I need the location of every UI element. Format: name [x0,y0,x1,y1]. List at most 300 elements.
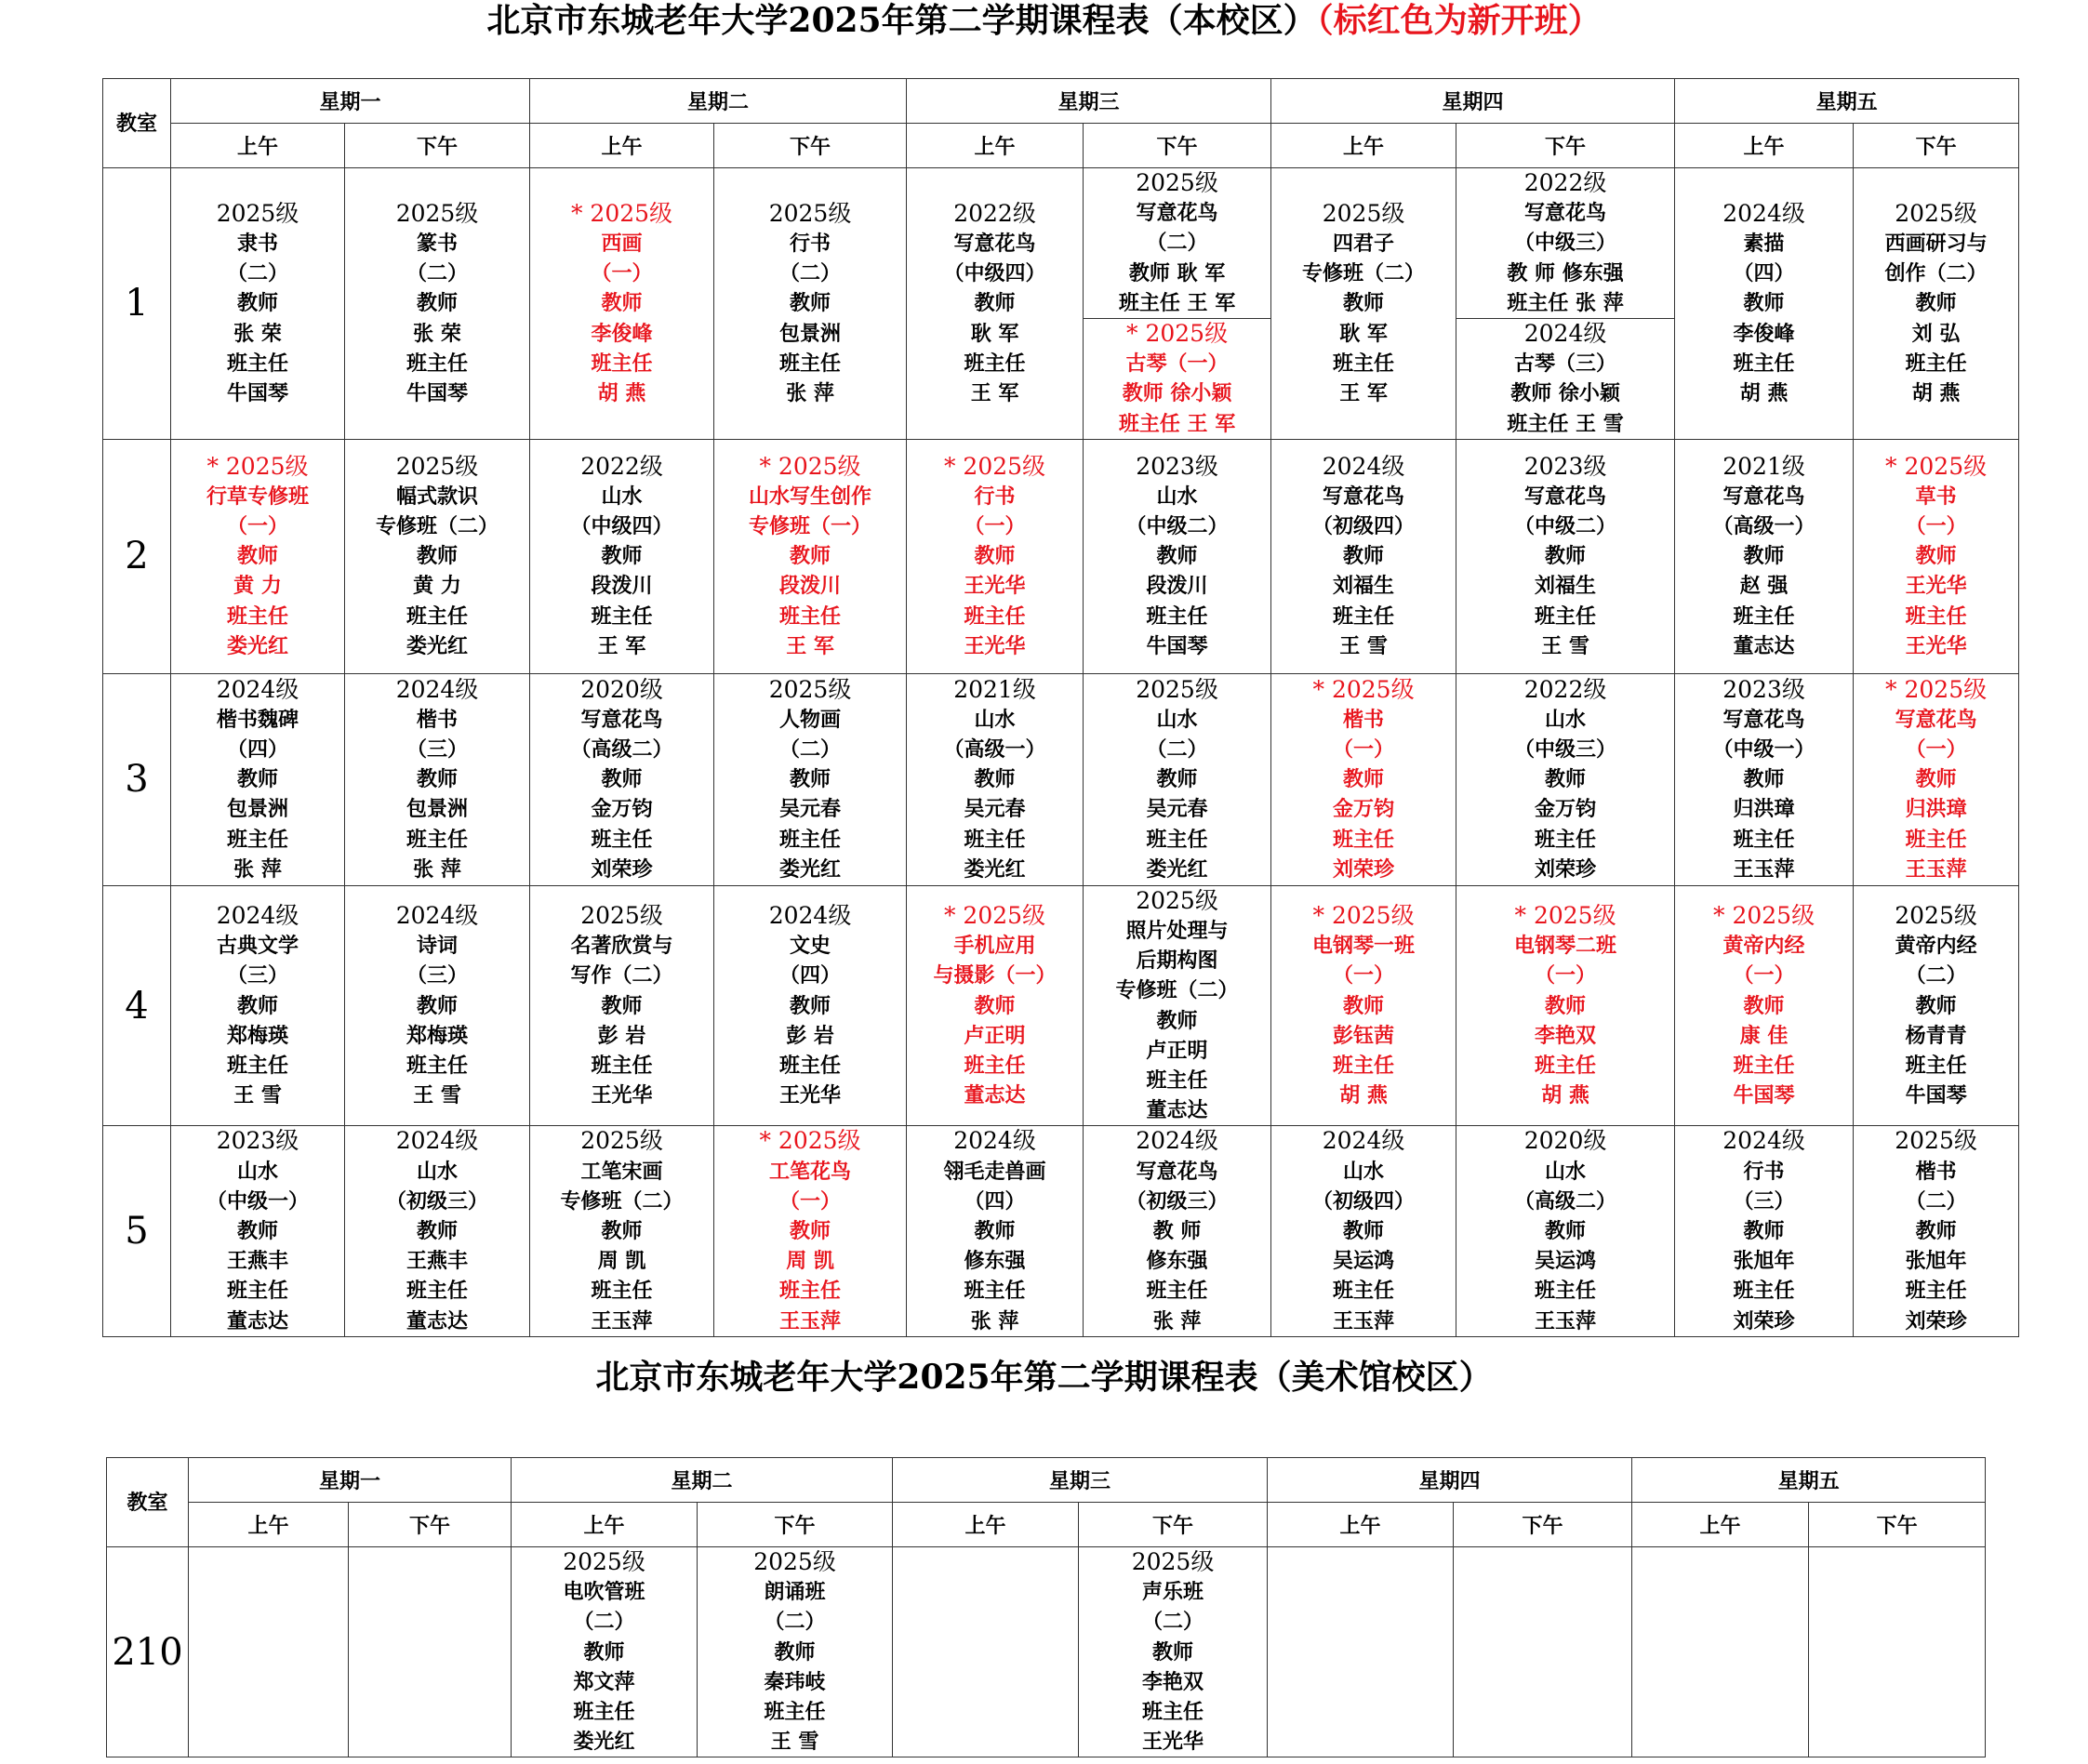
class-line: 教师 耿 军 [1128,260,1226,285]
room-row [107,1547,1986,1757]
class-line: 教师 [583,1639,625,1665]
class-grade: 2024级 [1136,1127,1218,1155]
class-line: 包景洲 [406,797,469,822]
morning-header: 上午 [1675,124,1854,168]
class-line: 写意花鸟 [1323,484,1405,509]
class-line: 山水 [1545,707,1587,732]
class-line: 山水 [236,1159,278,1184]
afternoon-header: 下午 [349,1503,512,1547]
class-line: 后期构图 [1136,948,1218,974]
class-line: 胡 燕 [1339,1083,1388,1108]
class-line: 张 萍 [970,1308,1019,1333]
class-block [1084,318,1270,439]
class-line: 班主任 [964,827,1026,852]
class-line: （一） [1535,963,1597,988]
class-line: 班主任 [779,351,842,376]
class-line: 王光华 [964,633,1026,658]
class-line: 刘 弘 [1911,321,1961,346]
class-line: 班主任 王 军 [1118,290,1236,315]
class-line: 黄帝内经 [1722,934,1805,959]
title-main: 北京市东城老年大学2025年第二学期课程表（本校区） [486,1,1317,40]
class-line: 王玉萍 [779,1308,842,1333]
class-line: 班主任 [406,1053,469,1078]
class-line: （二） [573,1610,635,1635]
class-line: 写意花鸟 [953,231,1036,256]
class-cell [1268,1547,1454,1757]
class-line: 班主任 [1733,603,1795,629]
class-line: 教师 [790,291,831,316]
class-line: 行书 [974,484,1016,509]
class-line: 秦玮岐 [764,1669,826,1694]
class-cell [1675,439,1854,673]
class-cell [907,885,1084,1126]
class-line: 诗词 [417,934,459,959]
class-line: 班主任 [1146,1279,1208,1304]
class-line: 王玉萍 [1535,1308,1597,1333]
class-line: 李俊峰 [1733,321,1795,346]
class-line: （二） [1142,1610,1204,1635]
class-line: 电吹管班 [563,1580,645,1605]
class-line: 张旭年 [1733,1249,1795,1274]
class-line: 张 萍 [1152,1308,1202,1333]
class-line: 周 凯 [786,1249,834,1274]
class-line: 李艳双 [1535,1023,1597,1048]
class-line: 班主任 [1535,603,1597,629]
class-line: 王 军 [597,633,646,658]
class-line: 卢正明 [1146,1038,1208,1063]
class-line: 教师 徐小颖 [1510,381,1620,406]
class-line: 刘荣珍 [1535,856,1597,882]
class-line: 朗诵班 [764,1580,826,1605]
class-line: 班主任 [1146,1068,1208,1094]
day-header: 星期四 [1271,79,1675,124]
class-line: 班主任 [406,603,469,629]
class-line: 班主任 [1535,1279,1597,1304]
day-header: 星期一 [171,79,530,124]
class-line: 教师 [1545,1219,1587,1244]
class-cell [530,885,714,1126]
class-line: 班主任 [1733,351,1795,376]
class-line: 胡 燕 [1911,380,1961,405]
room-row [103,439,2019,673]
class-line: 照片处理与 [1125,919,1229,944]
morning-header: 上午 [907,124,1084,168]
class-line: 写意花鸟 [1136,1159,1218,1184]
class-line: 刘福生 [1333,574,1395,599]
afternoon-header: 下午 [1079,1503,1268,1547]
class-line: 班主任 [1905,1279,1967,1304]
class-line: 娄光红 [226,633,288,658]
afternoon-header: 下午 [698,1503,893,1547]
morning-header: 上午 [1268,1503,1454,1547]
class-line: 草书 [1915,484,1957,509]
class-cell [714,673,907,885]
afternoon-header: 下午 [345,124,530,168]
class-cell [1454,1547,1632,1757]
class-line: 写意花鸟 [1524,201,1607,226]
class-line: 胡 燕 [1541,1083,1589,1108]
class-grade: 2025级 [1895,1127,1977,1155]
class-line: 专修班（二） [1115,978,1239,1003]
class-cell [1854,439,2019,673]
class-line: 班主任 [226,827,288,852]
class-line: 教师 [1156,767,1198,792]
class-line: 楷书 [1343,707,1385,732]
class-line: 与摄影（一） [933,963,1057,988]
class-line: 写意花鸟 [1722,707,1805,732]
class-line: 手机应用 [953,934,1036,959]
class-grade: 2025级 [768,199,852,227]
class-line: 教师 [1545,767,1587,792]
class-line: 王玉萍 [1733,856,1795,882]
class-line: 行书 [790,231,831,256]
class-line: 文史 [790,934,831,959]
class-line: 班主任 [1146,827,1208,852]
class-line: 彭 岩 [786,1023,834,1048]
class-line: （中级四） [570,514,673,539]
class-cell [907,439,1084,673]
class-line: 刘荣珍 [591,856,653,882]
class-line: 王玉萍 [1905,856,1967,882]
class-line: 班主任 [1733,1279,1795,1304]
class-line: 教师 [601,993,643,1018]
class-line: 创作（二） [1884,261,1988,286]
class-line: 山水 [1156,484,1198,509]
class-line: 教师 [236,544,278,569]
class-cell [189,1547,349,1757]
class-line: 黄 力 [233,574,282,599]
class-line: （中级三） [1514,737,1617,763]
class-line: （高级一） [1712,514,1815,539]
class-line: 段泼川 [591,574,653,599]
day-header: 星期五 [1675,79,2019,124]
class-line: 山水 [974,707,1016,732]
class-grade: 2020级 [1523,1127,1607,1155]
class-line: 教师 [1343,291,1385,316]
class-line: 教师 [417,544,459,569]
class-grade: * 2025级 [1885,675,1988,703]
room-number: 4 [103,885,171,1126]
class-line: 郑文萍 [573,1669,635,1694]
class-cell [171,1126,345,1336]
class-grade: 2024级 [1322,1127,1405,1155]
class-line: 班主任 [226,1279,288,1304]
class-line: 教师 [236,767,278,792]
class-line: 教师 [790,767,831,792]
class-grade: 2022级 [1523,675,1607,703]
class-grade: 2024级 [216,901,299,929]
class-cell [1456,1126,1675,1336]
class-grade: 2023级 [1136,452,1218,480]
class-line: 吴运鸿 [1535,1249,1597,1274]
class-cell [1271,885,1456,1126]
class-line: 西画研习与 [1884,231,1988,256]
class-line: 班主任 [226,603,288,629]
class-line: 班主任 [591,603,653,629]
class-line: 教师 [790,1219,831,1244]
class-cell [1456,885,1675,1126]
class-line: 班主任 [1905,351,1967,376]
class-grade: 2025级 [216,199,299,227]
class-grade: 2025级 [1136,169,1218,196]
class-line: （三） [226,963,288,988]
room-number: 5 [103,1126,171,1336]
class-line: （二） [1146,231,1208,256]
class-line: 耿 军 [1339,321,1388,346]
class-grade: 2025级 [563,1548,645,1575]
class-line: 班主任 王 军 [1118,411,1236,436]
class-line: 教师 [1343,993,1385,1018]
class-grade: 2024级 [395,901,479,929]
class-line: 王光华 [779,1083,842,1108]
class-line: 班主任 [1733,1053,1795,1078]
class-line: 王 军 [1339,380,1388,405]
class-block [1456,168,1674,318]
class-cell [1675,885,1854,1126]
class-grade: 2025级 [768,675,852,703]
class-line: 王燕丰 [226,1249,288,1274]
class-line: 班主任 [591,1279,653,1304]
room-number: 210 [107,1547,189,1757]
class-line: 行书 [1743,1159,1785,1184]
class-grade: 2024级 [395,1127,479,1155]
class-line: 康 佳 [1739,1023,1789,1048]
class-line: 教师 [974,1219,1016,1244]
class-line: 教师 [1743,767,1785,792]
class-line: （二） [1905,963,1967,988]
class-line: 写意花鸟 [1136,201,1218,226]
class-line: 教师 [1743,1219,1785,1244]
class-line: （高级二） [1514,1188,1617,1214]
class-line: 董志达 [964,1083,1026,1108]
class-line: 教师 [1343,544,1385,569]
class-line: 山水 [1545,1159,1587,1184]
class-grade: * 2025级 [1514,901,1616,929]
class-line: 修东强 [964,1249,1026,1274]
class-line: 教师 [417,993,459,1018]
class-cell [907,168,1084,440]
class-line: 教师 [1915,993,1957,1018]
class-grade: 2025级 [1322,199,1405,227]
day-header: 星期四 [1268,1458,1632,1503]
class-line: （中级二） [1514,514,1617,539]
class-line: （初级四） [1312,514,1416,539]
class-grade: 2023级 [1523,452,1607,480]
class-line: 翎毛走兽画 [943,1159,1046,1184]
class-grade: 2025级 [580,1127,663,1155]
room-number: 2 [103,439,171,673]
morning-header: 上午 [1271,124,1456,168]
class-line: 班主任 [1905,827,1967,852]
title-note: （标红色为新开班） [1316,1,1602,40]
class-line: 专修班（二） [560,1188,684,1214]
class-line: 班主任 王 雪 [1507,411,1624,436]
class-cell [907,673,1084,885]
class-line: 班主任 [964,1053,1026,1078]
class-line: 娄光红 [406,633,469,658]
class-cell [1271,673,1456,885]
class-line: （中级一） [206,1188,309,1214]
class-grade: 2022级 [953,199,1036,227]
class-line: 班主任 [779,1279,842,1304]
class-line: 教 师 [1152,1219,1202,1244]
class-line: （二） [764,1610,826,1635]
class-line: （二） [779,261,842,286]
class-line: 教师 [417,767,459,792]
class-line: 楷书 [1915,1159,1957,1184]
class-cell [345,885,530,1126]
class-line: 王光华 [1142,1730,1204,1755]
class-line: 教师 [1156,1008,1198,1033]
class-cell [714,1126,907,1336]
class-cell [345,168,530,440]
class-line: 西画 [601,231,643,256]
class-line: 段泼川 [1146,574,1208,599]
class-grade: * 2025级 [1126,320,1229,348]
class-line: 王 雪 [1339,633,1388,658]
class-line: 工笔宋画 [580,1159,663,1184]
class-line: 教师 [1545,544,1587,569]
class-line: （四） [226,737,288,763]
class-line: 刘荣珍 [1333,856,1395,882]
class-line: 古典文学 [216,934,299,959]
class-line: 古琴（三） [1514,351,1617,377]
class-line: 彭 岩 [597,1023,646,1048]
class-line: 教师 [1743,993,1785,1018]
class-cell [1084,439,1271,673]
class-line: 娄光红 [1146,856,1208,882]
class-line: 娄光红 [573,1730,635,1755]
class-line: 董志达 [1146,1098,1208,1123]
class-cell [171,168,345,440]
class-cell [345,439,530,673]
class-line: 教师 [601,291,643,316]
class-cell [1271,168,1456,440]
class-cell [1271,439,1456,673]
class-line: 教师 [236,993,278,1018]
class-line: 电钢琴一班 [1312,934,1416,959]
morning-header: 上午 [1632,1503,1809,1547]
class-line: （初级三） [386,1188,489,1214]
class-line: 李艳双 [1142,1669,1204,1694]
class-cell [171,885,345,1126]
day-header: 星期一 [189,1458,512,1503]
class-line: 教师 [1915,1219,1957,1244]
class-cell [530,168,714,440]
class-line: 班主任 [573,1700,635,1725]
class-line: 张 萍 [413,856,461,882]
class-line: 山水写生创作 [749,484,872,509]
afternoon-header: 下午 [1456,124,1675,168]
class-cell [1809,1547,1986,1757]
class-line: 教师 [974,544,1016,569]
day-header: 星期二 [512,1458,893,1503]
class-cell [1456,673,1675,885]
class-cell [345,673,530,885]
class-line: （四） [779,963,842,988]
class-line: 工笔花鸟 [769,1159,852,1184]
class-line: 黄帝内经 [1895,934,1977,959]
class-line: 王光华 [1905,633,1967,658]
class-line: 王 军 [970,380,1019,405]
class-line: 彭钰茜 [1333,1023,1395,1048]
class-line: 包景洲 [226,797,288,822]
class-line: （三） [406,963,469,988]
class-grade: 2024级 [1722,199,1805,227]
morning-header: 上午 [530,124,714,168]
class-line: 人物画 [779,707,842,732]
class-grade: 2024级 [395,675,479,703]
class-line: 段泼川 [779,574,842,599]
class-grade: * 2025级 [206,452,309,480]
class-cell [171,439,345,673]
class-line: 专修班（二） [1302,261,1426,286]
class-line: 牛国琴 [406,380,469,405]
room-number: 3 [103,673,171,885]
class-line: 山水 [417,1159,459,1184]
class-cell [1675,1126,1854,1336]
class-cell [1456,168,1675,440]
class-grade: * 2025级 [1713,901,1815,929]
class-line: 教师 徐小颖 [1122,381,1232,406]
class-grade: 2025级 [753,1548,836,1575]
class-line: 写意花鸟 [1524,484,1607,509]
class-line: （一） [779,1188,842,1214]
class-line: 电钢琴二班 [1514,934,1617,959]
class-grade: 2021级 [953,675,1036,703]
class-line: 刘荣珍 [1905,1308,1967,1333]
class-line: 班主任 [1333,603,1395,629]
class-cell [1854,885,2019,1126]
class-line: 班主任 [1535,1053,1597,1078]
class-line: （一） [1905,514,1967,539]
room-row [103,885,2019,1126]
class-line: （中级一） [1712,737,1815,763]
class-cell [1079,1547,1268,1757]
morning-header: 上午 [893,1503,1079,1547]
day-header: 星期五 [1632,1458,1986,1503]
class-line: （中级四） [943,261,1046,286]
class-line: 教师 [1545,993,1587,1018]
class-line: 教师 [1915,291,1957,316]
room-row [103,168,2019,440]
class-line: 金万钧 [591,797,653,822]
class-line: 教师 [974,767,1016,792]
class-grade: 2021级 [1722,452,1805,480]
class-grade: 2025级 [1895,199,1977,227]
class-line: 班主任 [226,1053,288,1078]
class-line: 王 雪 [413,1083,461,1108]
class-line: 教师 [774,1639,816,1665]
class-line: （一） [1905,737,1967,763]
class-line: 班主任 [1905,1053,1967,1078]
class-line: （一） [1333,737,1395,763]
class-line: 黄 力 [413,574,461,599]
class-grade: 2024级 [1322,452,1405,480]
class-grade: 2020级 [580,675,663,703]
class-line: （一） [964,514,1026,539]
class-line: （二） [406,261,469,286]
class-line: （初级四） [1312,1188,1416,1214]
day-header: 星期三 [893,1458,1268,1503]
class-line: 王光华 [1905,574,1967,599]
class-line: 刘荣珍 [1733,1308,1795,1333]
class-grade: * 2025级 [570,199,673,227]
class-line: 班主任 [764,1700,826,1725]
class-line: 教师 [790,544,831,569]
room-number: 1 [103,168,171,440]
day-header: 星期二 [530,79,907,124]
